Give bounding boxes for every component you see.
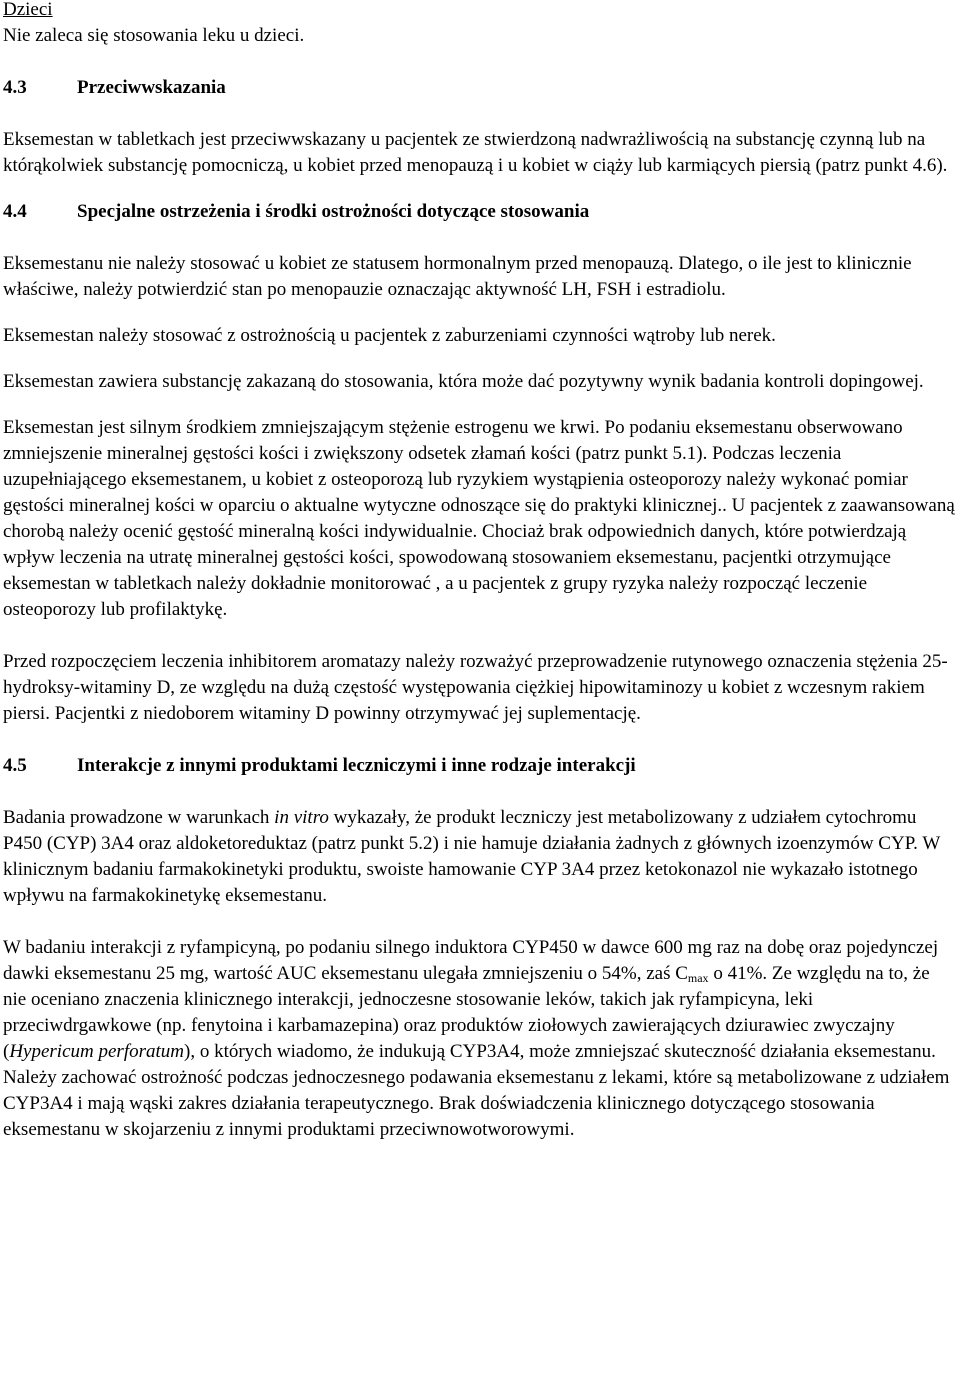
warnings-paragraph-4: Eksemestan jest silnym środkiem zmniejszającym stężenie estrogenu we krwi. Po podaniu eksemestanu obserwowano zmniejszenie mineralnej gęstości kości i zwiększony odsetek złamań kości (patrz punkt 5.1). Podczas leczenia uzupełniającego eksemestanem, u kobiet z osteoporozą lub ryzykiem wystąpienia osteoporozy należy wykonać pomiar gęstości mineralnej kości w oparciu o aktualne wytyczne odnoszące się do praktyki klinicznej.. U pacjentek z zaawansowaną chorobą należy ocenić gęstość mineralną kości indywidualnie. Chociaż brak odpowiednich danych, które potwierdzają wpływ leczenia na utratę mineralnej gęstości kości, spowodowaną stosowaniem eksemestanu, pacjentki otrzymujące eksemestan w tabletkach należy dokładnie monitorować , a u pacjentek z grupy ryzyka należy rozpocząć leczenie osteoporozy lub profilaktykę. bbox=[3, 417, 955, 620]
warnings-paragraph-5: Przed rozpoczęciem leczenia inhibitorem aromatazy należy rozważyć przeprowadzenie rutynowego oznaczenia stężenia 25-hydroksy-witaminy D, ze względu na dużą częstość występowania ciężkiej hipowitaminozy u kobiet z wczesnym rakiem piersi. Pacjentki z niedoborem witaminy D powinny otrzymywać jej suplementację. bbox=[3, 651, 948, 724]
document-page bbox=[3, 0, 957, 1143]
section-number: 4.3 bbox=[3, 77, 27, 98]
section-4-3-heading bbox=[3, 75, 957, 101]
warnings-paragraph-3: Eksemestan zawiera substancję zakazaną do stosowania, która może dać pozytywny wynik badania kontroli dopingowej. bbox=[3, 371, 924, 392]
warnings-paragraph-1: Eksemestanu nie należy stosować u kobiet ze statusem hormonalnym przed menopauzą. Dlatego, o ile jest to klinicznie właściwe, należy potwierdzić stan po menopauzie oznaczając aktywność LH, FSH i estradiolu. bbox=[3, 253, 912, 300]
warnings-paragraph-2: Eksemestan należy stosować z ostrożnością u pacjentek z zaburzeniami czynności wątroby lub nerek. bbox=[3, 325, 776, 346]
section-number: 4.5 bbox=[3, 755, 27, 776]
interactions-paragraph-2: W badaniu interakcji z ryfampicyną, po podaniu silnego induktora CYP450 w dawce 600 mg raz na dobę oraz pojedynczej dawki eksemestanu 25 mg, wartość AUC eksemestanu ulegała zmniejszeniu o 54%, zaś $C_{max}$ o 41%. Ze względu na to, że nie oceniano znaczenia klinicznego interakcji, jednoczesne stosowanie leków, takich jak ryfampicyna, leki przeciwdrgawkowe (np. fenytoina i karbamazepina) oraz produktów ziołowych zawierających dziurawiec zwyczajny (Hypericum perforatum), o których wiadomo, że indukują CYP3A4, może zmniejszać skuteczność działania eksemestanu. bbox=[3, 937, 939, 1062]
interactions-paragraph-3: Należy zachować ostrożność podczas jednoczesnego podawania eksemestanu z lekami, które są metabolizowane z udziałem CYP3A4 i mają wąski zakres działania terapeutycznego. Brak doświadczenia klinicznego dotyczącego stosowania eksemestanu w skojarzeniu z innymi produktami przeciwnowotworowymi. bbox=[3, 1067, 950, 1140]
contraindications-paragraph: Eksemestan w tabletkach jest przeciwwskazany u pacjentek ze stwierdzoną nadwrażliwością na substancję czynną lub na którąkolwiek substancję pomocniczą, u kobiet przed menopauzą i u kobiet w ciąży lub karmiących piersią (patrz punkt 4.6). bbox=[3, 129, 948, 176]
section-title: Przeciwwskazania bbox=[77, 77, 226, 98]
children-subheading: Dzieci bbox=[3, 0, 53, 20]
section-title: Interakcje z innymi produktami leczniczymi i inne rodzaje interakcji bbox=[77, 755, 636, 776]
section-title: Specjalne ostrzeżenia i środki ostrożności dotyczące stosowania bbox=[77, 201, 590, 222]
section-4-5-heading bbox=[3, 753, 957, 779]
section-number: 4.4 bbox=[3, 201, 27, 222]
children-text: Nie zaleca się stosowania leku u dzieci. bbox=[3, 25, 305, 46]
interactions-paragraph-1: Badania prowadzone w warunkach in vitro wykazały, że produkt leczniczy jest metabolizowany z udziałem cytochromu P450 (CYP) 3A4 oraz aldoketoreduktaz (patrz punkt 5.2) i nie hamuje działania żadnych z głównych izoenzymów CYP. W klinicznym badaniu farmakokinetyki produktu, swoiste hamowanie CYP 3A4 przez ketokonazol nie wykazało istotnego wpływu na farmakokinetykę eksemestanu. bbox=[3, 807, 940, 906]
section-4-4-heading bbox=[3, 199, 957, 225]
